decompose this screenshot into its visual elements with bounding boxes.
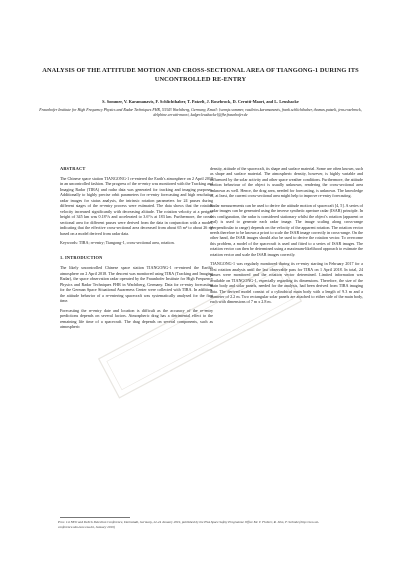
abstract-heading: ABSTRACT [60,166,86,171]
right-column [210,166,363,309]
left-column [60,166,213,333]
footer-note: Proc. 1st NEO and Debris Detection Conference, Darmstadt, Germany, 22-24 January 2019, published by the ESA Space Safety Programme Office Ed. T. Flohrer, R. Jehn, F. Schmitz (http://neo-sst-conference.sdo.esoc.esa.int, January 2019) [58,520,320,529]
right-paragraph-1: density, attitude of the spacecraft, its shape and surface material. Some are often known, such as shape and surface material. The atmospheric density, however, is highly variable and influenced by the solar activity and other space weather conditions. Furthermore, the attitude motion behaviour of the object is usually unknown, rendering the cross-sectional area unknown as well. Hence, the drag area, needed for forecasting, is unknown. The knowledge of, at least, the current cross-sectional area might help to improve re-entry forecasting. [210,166,363,199]
paper-title: ANALYSIS OF THE ATTITUDE MOTION AND CROSS-SECTIONAL AREA OF TIANGONG-1 DURING ITS UNCONTROLLED RE-ENTRY [42,67,359,83]
intro-paragraph-2: Forecasting the re-entry date and location is difficult as the accuracy of the re-entry predictions depends on several factors. Atmospheric drag has a detrimental effect to the remaining life time of a spacecraft. The drag depends on several components, such as atmospheric [60,307,213,329]
keywords: Keywords: TIRA; re-entry; Tiangong-1, cross-sectional area, rotation. [60,239,175,245]
abstract-text: The Chinese space station TIANGONG-1 re-entered the Earth's atmosphere on 2 April 2018 in an uncontrolled fashion. The progress of the re-entry was monitored with the Tracking and Imaging Radar (TIRA) and radar data was generated for tracking and imaging purposes. Additionally to highly precise orbit parameters for re-entry forecasting and high resolution radar images for status analysis, the intrinsic rotation parameters for 24 passes during different stages of the re-entry process were estimated. The data shows that the rotation velocity increased significantly with decreasing altitude. The rotation velocity at a perigee height of 345 km was 0.18°/s and accelerated to 3.6°/s at 183 km. Furthermore, the cross-sectional area for different passes were derived from the data in conjunction with a model, indicating that the effective cross-sectional area decreased from about 65 m² to about 26 m² based on a model derived from radar data. [60,176,213,236]
intro-heading: 1. INTRODUCTION [60,255,103,261]
intro-paragraph-1: The likely uncontrolled Chinese space station TIANGONG-1 re-entered the Earth's atmosphere on 2 April 2018. The descent was monitored using TIRA (Tracking and Imaging Radar), the space observation radar operated by the Fraunhofer Institute for High Frequency Physics and Radar Techniques FHR in Wachtberg, Germany. Data for re-entry forecasting for the German Space Situational Awareness Center were collected with TIRA. In addition, the attitude behavior of a re-entering spacecraft was systematically analysed for the first time. [60,265,213,304]
right-paragraph-3: TIANGONG-1 was regularly monitored during its re-entry starting in February 2017 for a first rotation analysis until the last observable pass for TIRA on 1 April 2018. In total, 24 passes were monitored and the rotation vector determined. Limited information was available on TIANGONG-1, especially regarding its dimensions. Therefore, the size of the main body and solar panels, needed for the analysis, had been derived from TIRA imaging data. The derived model consist of a cylindrical main body with a length of 9.3 m and a diameter of 2.2 m. Two rectangular solar panels are attached to either side of the main body, each with dimensions of 7 m x 2.8 m. [210,261,363,305]
affiliation: Fraunhofer Institute for High Frequency Physics and Radar Techniques FHR, 53343 Wachtberg, Germany, Email: {svenja.sommer, vasileios.karamanavis, frank.schlichthaber, thomas.patzelt, jens.rosebrock, delphine.cerutti-maori, ludger.leushacke}@fhr.fraunhofer.de [39,108,362,118]
footer-rule [60,517,130,518]
right-paragraph-2: Radar measurements can be used to derive the attitude motion of spacecraft [4, 5]. A series of radar images can be generated using the inverse synthetic aperture radar (ISAR) principle. In this configuration, the radar is considered stationary whilst the object's rotation (apparent or real) is used to generate each radar image. The image scaling along cross-range (perpendicular to range) depends on the velocity of the apparent rotation. The rotation vector needs therefore to be known a priori to scale the ISAR image correctly in cross-range. On the other hand, the ISAR images should also be used to derive the rotation vector. To overcome this problem, a model of the spacecraft is used and fitted to a series of ISAR images. The rotation vector can then be determined using a maximum-likelihood approach to estimate the rotation vector and scale the ISAR images correctly. [210,202,364,257]
author-list: S. Sommer, V. Karamanavis, F. Schlichthaber, T. Patzelt, J. Rosebrock, D. Cerutti-Maori, and L. Leushacke [102,99,299,104]
